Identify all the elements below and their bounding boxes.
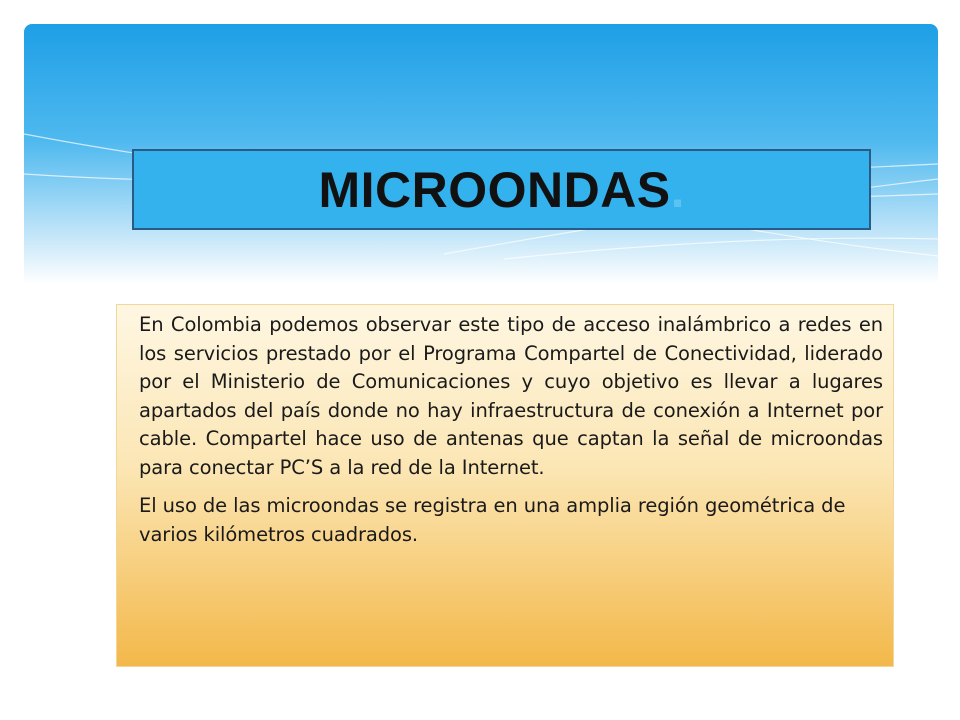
slide-title-period: . [670,161,685,218]
slide [24,24,938,696]
title-box [132,149,871,230]
slide-title: MICROONDAS [318,161,671,218]
paragraph-usage: El uso de las microondas se registra en una amplia región geométrica de varios kilómetros cuadrados. [139,494,846,546]
content-box [116,304,894,667]
paragraph-colombia: En Colombia podemos observar este tipo de acceso inalámbrico a redes en los servicios prestado por el Programa Compartel de Conectividad, liderado por el Ministerio de Comunicaciones y cuyo objetivo es llevar a lugares apartados del país donde no hay infraestructura de conexión a Internet por cable. Compartel hace uso de antenas que captan la señal de microondas para conectar PC’S a la red de la Internet. [139,313,883,479]
